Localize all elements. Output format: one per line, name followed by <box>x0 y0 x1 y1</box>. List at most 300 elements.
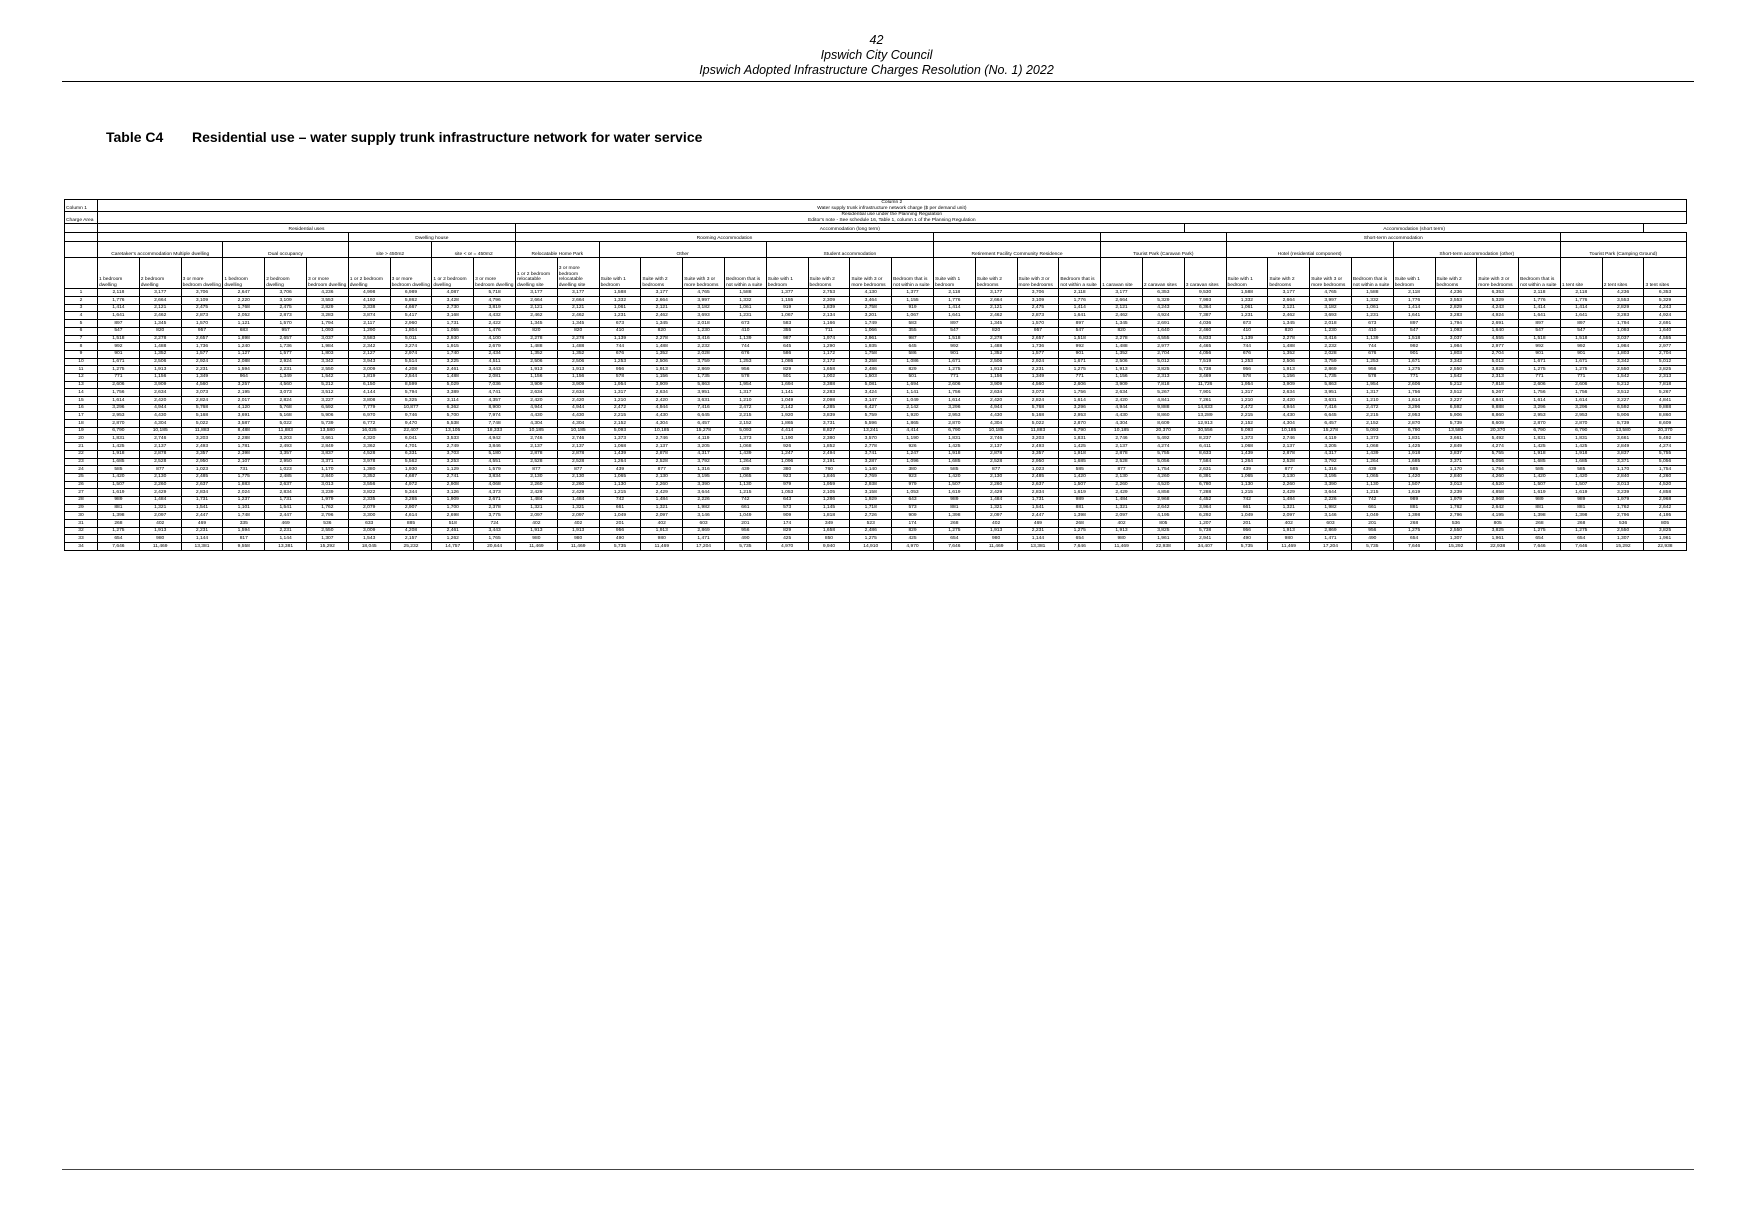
table-cell: 2,130 <box>515 473 557 481</box>
table-cell: 2,528 <box>641 458 683 466</box>
table-cell: 2,961 <box>850 335 892 343</box>
table-cell: 13,580 <box>1435 427 1477 435</box>
table-cell: 7,584 <box>1184 458 1226 466</box>
table-cell: 956 <box>724 527 766 535</box>
table-cell: 2,606 <box>933 381 975 389</box>
table-cell: 4,942 <box>474 435 516 443</box>
table-cell: 3,257 <box>223 381 265 389</box>
table-cell: 5,738 <box>1184 527 1226 535</box>
table-cell: 1,758 <box>850 350 892 358</box>
table-cell: 1,130 <box>1351 481 1393 489</box>
table-cell: 1,345 <box>641 320 683 328</box>
table-cell: 3,583 <box>348 335 390 343</box>
table-cell: 2,097 <box>1101 512 1143 520</box>
table-cell: 1,065 <box>1226 473 1268 481</box>
table-cell: 2,829 <box>1435 304 1477 312</box>
table-cell: 5,325 <box>390 397 432 405</box>
table-cell: 3,013 <box>1602 481 1644 489</box>
table-cell: 402 <box>139 520 181 528</box>
table-cell: 1,210 <box>724 397 766 405</box>
table-cell: 5,492 <box>1644 435 1686 443</box>
table-cell: 1,140 <box>850 466 892 474</box>
table-cell: 2,215 <box>1351 412 1393 420</box>
table-cell: 1,231 <box>724 312 766 320</box>
table-cell: 1,207 <box>1184 520 1226 528</box>
table-cell: 8,900 <box>474 404 516 412</box>
table-cell: 820 <box>1268 327 1310 335</box>
table-cell: 1,023 <box>1017 466 1059 474</box>
column-label: 2 bedroom dwelling <box>139 258 181 289</box>
table-cell: 829 <box>892 527 934 535</box>
table-cell: 578 <box>724 373 766 381</box>
group-accommodation-long-term: Accommodation (long term) <box>515 224 1184 233</box>
table-cell: 1,230 <box>683 327 725 335</box>
table-cell: 402 <box>515 520 557 528</box>
table-cell: 1,776 <box>1059 297 1101 305</box>
table-cell: 5,212 <box>306 381 348 389</box>
table-cell: 586 <box>766 350 808 358</box>
table-cell: 2,634 <box>1268 389 1310 397</box>
table-cell: 2,232 <box>1310 343 1352 351</box>
table-cell: 1,930 <box>390 466 432 474</box>
table-cell: 490 <box>599 535 641 543</box>
table-cell: 4,765 <box>683 289 725 297</box>
table-cell: 349 <box>808 520 850 528</box>
table-cell: 731 <box>223 466 265 474</box>
table-row <box>65 481 1687 489</box>
table-cell: 3,416 <box>683 335 725 343</box>
table-cell: 439 <box>1351 466 1393 474</box>
table-cell: 4,195 <box>1477 512 1519 520</box>
table-cell: 1,614 <box>1059 397 1101 405</box>
table-cell: 3,819 <box>474 304 516 312</box>
table-cell: 20,370 <box>1644 427 1686 435</box>
table-cell: 1,731 <box>181 496 223 504</box>
table-cell: 3,177 <box>515 289 557 297</box>
table-cell: 1,542 <box>306 373 348 381</box>
table-cell: 9,470 <box>390 420 432 428</box>
table-cell: 6,041 <box>390 435 432 443</box>
charge-area-number: 19 <box>65 427 98 435</box>
table-cell: 2,634 <box>1101 389 1143 397</box>
table-cell: 2,220 <box>223 297 265 305</box>
table-cell: 355 <box>892 327 934 335</box>
charge-area-number: 14 <box>65 389 98 397</box>
table-cell: 1,518 <box>1560 335 1602 343</box>
table-cell: 11,469 <box>975 543 1017 551</box>
table-cell: 1,507 <box>933 481 975 489</box>
column-label: 3 or more bedroom relocatable dwelling site <box>557 258 599 289</box>
table-cell: 7,818 <box>1477 381 1519 389</box>
table-cell: 1,920 <box>766 412 808 420</box>
table-cell: 2,278 <box>557 335 599 343</box>
table-cell: 1,641 <box>98 312 140 320</box>
table-cell: 956 <box>724 366 766 374</box>
table-cell: 1,831 <box>1393 435 1435 443</box>
table-cell: 1,170 <box>1602 466 1644 474</box>
table-cell: 1,818 <box>808 512 850 520</box>
table-cell: 3,126 <box>432 489 474 497</box>
planning-regulation-note <box>98 212 1687 224</box>
table-cell: 6,833 <box>1184 335 1226 343</box>
table-cell: 1,414 <box>98 304 140 312</box>
table-cell: 897 <box>1059 320 1101 328</box>
table-cell: 1,507 <box>1393 481 1435 489</box>
table-cell: 1,065 <box>724 473 766 481</box>
table-cell: 1,756 <box>1393 389 1435 397</box>
table-cell: 1,345 <box>1268 320 1310 328</box>
table-cell: 4,430 <box>139 412 181 420</box>
table-cell: 1,570 <box>1017 320 1059 328</box>
table-cell: 2,824 <box>1017 397 1059 405</box>
table-cell: 5,514 <box>390 358 432 366</box>
table-cell: 820 <box>515 327 557 335</box>
table-cell: 15,292 <box>1435 543 1477 551</box>
table-cell: 1,321 <box>515 504 557 512</box>
table-cell: 2,215 <box>724 412 766 420</box>
table-cell: 1,471 <box>1310 535 1352 543</box>
table-cell: 2,121 <box>1101 304 1143 312</box>
table-cell: 11,883 <box>265 427 307 435</box>
column-label: 1 caravan site <box>1101 258 1143 289</box>
table-cell: 1,507 <box>1560 481 1602 489</box>
table-cell: 4,944 <box>1268 404 1310 412</box>
table-cell: 2,664 <box>515 297 557 305</box>
table-cell: 2,137 <box>557 443 599 451</box>
table-cell: 1,139 <box>1351 335 1393 343</box>
table-cell: 30,556 <box>1184 427 1226 435</box>
table-cell: 1,321 <box>1101 504 1143 512</box>
column-label: Suite with 3 or more bedrooms <box>1017 258 1059 289</box>
table-cell: 7,416 <box>683 404 725 412</box>
charge-area-number: 26 <box>65 481 98 489</box>
table-cell: 1,541 <box>1017 504 1059 512</box>
table-cell: 1,768 <box>223 304 265 312</box>
table-cell: 9,888 <box>1644 404 1686 412</box>
table-cell: 3,553 <box>1602 297 1644 305</box>
page-number: 42 <box>869 33 884 47</box>
table-cell: 1,640 <box>1142 327 1184 335</box>
group-site-gt-450: site > 450m2 <box>348 242 432 258</box>
group-relocatable-home-park: Relocatable Home Park <box>515 242 599 258</box>
table-cell: 547 <box>1519 327 1561 335</box>
table-cell: 4,414 <box>892 427 934 435</box>
table-row <box>65 335 1687 343</box>
table-cell: 8,609 <box>1644 420 1686 428</box>
table-cell: 3,909 <box>515 381 557 389</box>
table-cell: 402 <box>557 520 599 528</box>
table-cell: 573 <box>892 504 934 512</box>
table-cell: 2,634 <box>515 389 557 397</box>
table-cell: 2,974 <box>390 350 432 358</box>
table-cell: 5,329 <box>1142 297 1184 305</box>
table-cell: 1,671 <box>1560 358 1602 366</box>
table-cell: 3,177 <box>641 289 683 297</box>
table-cell: 4,274 <box>1644 443 1686 451</box>
table-cell: 3,909 <box>641 381 683 389</box>
table-cell: 1,819 <box>348 373 390 381</box>
table-cell: 1,332 <box>1226 297 1268 305</box>
table-cell: 2,869 <box>683 366 725 374</box>
table-cell: 2,420 <box>641 397 683 405</box>
table-cell: 1,253 <box>724 358 766 366</box>
table-cell: 1,290 <box>348 327 390 335</box>
table-row <box>65 458 1687 466</box>
table-cell: 3,693 <box>683 312 725 320</box>
table-cell: 2,380 <box>808 435 850 443</box>
table-cell: 6,292 <box>1184 512 1226 520</box>
table-cell: 3,834 <box>474 473 516 481</box>
table-cell: 5,862 <box>390 297 432 305</box>
table-cell: 8,633 <box>1184 450 1226 458</box>
table-cell: 654 <box>1560 535 1602 543</box>
table-cell: 881 <box>1519 504 1561 512</box>
table-cell: 8,860 <box>1477 412 1519 420</box>
table-cell: 1,420 <box>1560 473 1602 481</box>
charge-area-number: 12 <box>65 373 98 381</box>
table-cell: 3,424 <box>850 389 892 397</box>
table-cell: 2,870 <box>98 420 140 428</box>
table-cell: 12,913 <box>1184 420 1226 428</box>
column-label: Suite with 1 bedroom <box>933 258 975 289</box>
table-cell: 5,022 <box>181 420 223 428</box>
table-cell: 829 <box>892 366 934 374</box>
table-cell: 1,425 <box>1519 443 1561 451</box>
column-label: Bedroom that is not within a suite <box>1351 258 1393 289</box>
table-cell: 5,863 <box>683 381 725 389</box>
table-cell: 501 <box>892 373 934 381</box>
table-cell: 3,258 <box>850 358 892 366</box>
table-cell: 4,317 <box>683 450 725 458</box>
table-cell: 2,118 <box>1393 289 1435 297</box>
table-cell: 3,203 <box>181 435 223 443</box>
table-cell: 654 <box>1519 535 1561 543</box>
table-row <box>65 366 1687 374</box>
table-cell: 3,342 <box>1435 358 1477 366</box>
table-cell: 2,137 <box>515 443 557 451</box>
table-cell: 3,909 <box>139 381 181 389</box>
table-cell: 1,425 <box>1560 443 1602 451</box>
table-cell: 2,834 <box>181 489 223 497</box>
table-cell: 2,664 <box>1268 297 1310 305</box>
table-cell: 2,749 <box>432 443 474 451</box>
table-cell: 1,420 <box>1519 473 1561 481</box>
table-cell: 1,658 <box>808 527 850 535</box>
column-label: 1 or 2 bedroom dwelling <box>348 258 390 289</box>
table-cell: 676 <box>724 350 766 358</box>
table-cell: 2,142 <box>766 404 808 412</box>
column-label: Suite with 2 bedrooms <box>1435 258 1477 289</box>
table-cell: 1,731 <box>432 320 474 328</box>
table-cell: 1,215 <box>599 489 641 497</box>
table-cell: 5,168 <box>265 412 307 420</box>
table-cell: 1,961 <box>1142 535 1184 543</box>
table-cell: 3,512 <box>1435 389 1477 397</box>
table-cell: 3,283 <box>1435 312 1477 320</box>
table-cell: 1,414 <box>1059 304 1101 312</box>
table-cell: 1,275 <box>1519 366 1561 374</box>
table-cell: 2,691 <box>1142 320 1184 328</box>
table-cell: 6,353 <box>1477 289 1519 297</box>
table-cell: 5,863 <box>1310 381 1352 389</box>
table-cell: 3,570 <box>850 435 892 443</box>
table-cell: 2,664 <box>557 297 599 305</box>
table-cell: 2,121 <box>641 304 683 312</box>
table-cell: 1,002 <box>808 373 850 381</box>
table-cell: 2,447 <box>1017 512 1059 520</box>
table-cell: 885 <box>390 520 432 528</box>
table-cell: 1,275 <box>1519 527 1561 535</box>
table-cell: 3,013 <box>306 481 348 489</box>
table-cell: 1,913 <box>641 527 683 535</box>
blank-header-cell <box>1560 233 1686 242</box>
table-cell: 1,918 <box>1560 450 1602 458</box>
table-cell: 2,137 <box>139 443 181 451</box>
table-cell: 201 <box>724 520 766 528</box>
table-cell: 439 <box>1226 466 1268 474</box>
table-cell: 4,357 <box>474 397 516 405</box>
table-cell: 3,203 <box>265 435 307 443</box>
table-cell: 5,056 <box>1477 458 1519 466</box>
table-cell: 1,065 <box>1351 473 1393 481</box>
table-cell: 3,644 <box>683 489 725 497</box>
table-cell: 2,968 <box>1477 496 1519 504</box>
table-cell: 1,145 <box>808 504 850 512</box>
table-cell: 3,073 <box>181 389 223 397</box>
table-cell: 5,417 <box>390 312 432 320</box>
table-cell: 2,869 <box>1310 527 1352 535</box>
table-cell: 3,512 <box>1602 389 1644 397</box>
table-cell: 989 <box>1519 496 1561 504</box>
group-short-term-other: Short-term accommodation (other) <box>1393 242 1560 258</box>
table-cell: 5,056 <box>1644 458 1686 466</box>
table-cell: 2,486 <box>850 527 892 535</box>
table-cell: 2,260 <box>975 481 1017 489</box>
column-label: Bedroom that is not within a suite <box>1519 258 1561 289</box>
table-cell: 1,762 <box>306 504 348 512</box>
table-cell: 1,215 <box>1226 489 1268 497</box>
table-cell: 1,694 <box>892 381 934 389</box>
table-cell: 3,443 <box>474 366 516 374</box>
table-cell: 1,756 <box>1560 389 1602 397</box>
table-cell: 1,476 <box>474 327 516 335</box>
table-cell: 901 <box>1560 350 1602 358</box>
table-cell: 1,210 <box>599 397 641 405</box>
table-cell: 673 <box>1351 320 1393 328</box>
table-cell: 2,950 <box>181 458 223 466</box>
table-cell: 1,049 <box>892 397 934 405</box>
table-cell: 2,097 <box>975 512 1017 520</box>
table-cell: 10,185 <box>1268 427 1310 435</box>
table-cell: 6,457 <box>1310 420 1352 428</box>
table-cell: 4,560 <box>1017 381 1059 389</box>
column-label: 2 caravan sites <box>1142 258 1184 289</box>
table-cell: 1,307 <box>1602 535 1644 543</box>
table-cell: 8,609 <box>1477 420 1519 428</box>
table-cell: 5,012 <box>1644 358 1686 366</box>
column-label: Bedroom that is not within a suite <box>892 258 934 289</box>
table-cell: 820 <box>975 327 1017 335</box>
table-cell: 2,634 <box>975 389 1017 397</box>
table-cell: 5,093 <box>1226 427 1268 435</box>
group-caretakers-multiple-dwelling: Caretaker's accommodation Multiple dwelling <box>98 242 223 258</box>
table-cell: 1,756 <box>1519 389 1561 397</box>
table-cell: 573 <box>766 504 808 512</box>
table-cell: 2,977 <box>1644 343 1686 351</box>
table-cell: 2,796 <box>1435 512 1477 520</box>
table-cell: 8,860 <box>1142 412 1184 420</box>
table-cell: 1,373 <box>724 435 766 443</box>
table-cell: 6,970 <box>348 412 390 420</box>
table-cell: 1,144 <box>1017 535 1059 543</box>
table-cell: 5,700 <box>432 412 474 420</box>
table-cell: 4,100 <box>474 335 516 343</box>
table-cell: 16,025 <box>348 427 390 435</box>
table-cell: 4,130 <box>850 289 892 297</box>
table-cell: 2,746 <box>515 435 557 443</box>
table-cell: 2,422 <box>474 320 516 328</box>
table-cell: 919 <box>766 304 808 312</box>
table-cell: 2,506 <box>1101 358 1143 366</box>
column-label: Suite with 3 or more bedrooms <box>683 258 725 289</box>
table-cell: 744 <box>1351 343 1393 351</box>
table-cell: 501 <box>766 373 808 381</box>
table-cell: 11,883 <box>1017 427 1059 435</box>
table-cell: 2,778 <box>850 443 892 451</box>
table-cell: 829 <box>766 366 808 374</box>
table-cell: 2,746 <box>139 435 181 443</box>
table-cell: 2,647 <box>223 289 265 297</box>
column-label: Suite with 3 or more bedrooms <box>1477 258 1519 289</box>
table-cell: 2,283 <box>808 389 850 397</box>
table-cell: 1,748 <box>223 512 265 520</box>
table-cell: 2,231 <box>181 366 223 374</box>
table-cell: 3,158 <box>850 489 892 497</box>
table-cell: 1,839 <box>808 304 850 312</box>
table-cell: 1,321 <box>1268 504 1310 512</box>
table-cell: 7,646 <box>1519 543 1561 551</box>
table-cell: 9,888 <box>1142 404 1184 412</box>
table-cell: 2,878 <box>1101 450 1143 458</box>
table-cell: 2,924 <box>1017 358 1059 366</box>
table-cell: 2,849 <box>306 443 348 451</box>
table-cell: 1,139 <box>724 335 766 343</box>
table-cell: 980 <box>975 535 1017 543</box>
charge-area-number: 31 <box>65 520 98 528</box>
table-cell: 1,982 <box>683 504 725 512</box>
table-cell: 2,121 <box>139 304 181 312</box>
table-cell: 1,984 <box>1435 343 1477 351</box>
table-cell: 4,430 <box>515 412 557 420</box>
table-cell: 4,056 <box>1184 350 1226 358</box>
table-row <box>65 350 1687 358</box>
table-cell: 5,168 <box>1017 412 1059 420</box>
table-cell: 2,260 <box>557 481 599 489</box>
table-cell: 17,204 <box>1310 543 1352 551</box>
charge-area-number: 11 <box>65 366 98 374</box>
table-cell: 661 <box>599 504 641 512</box>
table-cell: 1,740 <box>432 350 474 358</box>
table-cell: 1,484 <box>975 496 1017 504</box>
table-cell: 5,735 <box>1226 543 1268 551</box>
table-cell: 1,023 <box>265 466 307 474</box>
table-cell: 3,706 <box>1017 289 1059 297</box>
table-cell: 6,391 <box>1184 473 1226 481</box>
table-cell: 4,511 <box>474 358 516 366</box>
table-cell: 4,551 <box>474 458 516 466</box>
table-cell: 3,741 <box>850 450 892 458</box>
table-cell: 2,878 <box>139 450 181 458</box>
